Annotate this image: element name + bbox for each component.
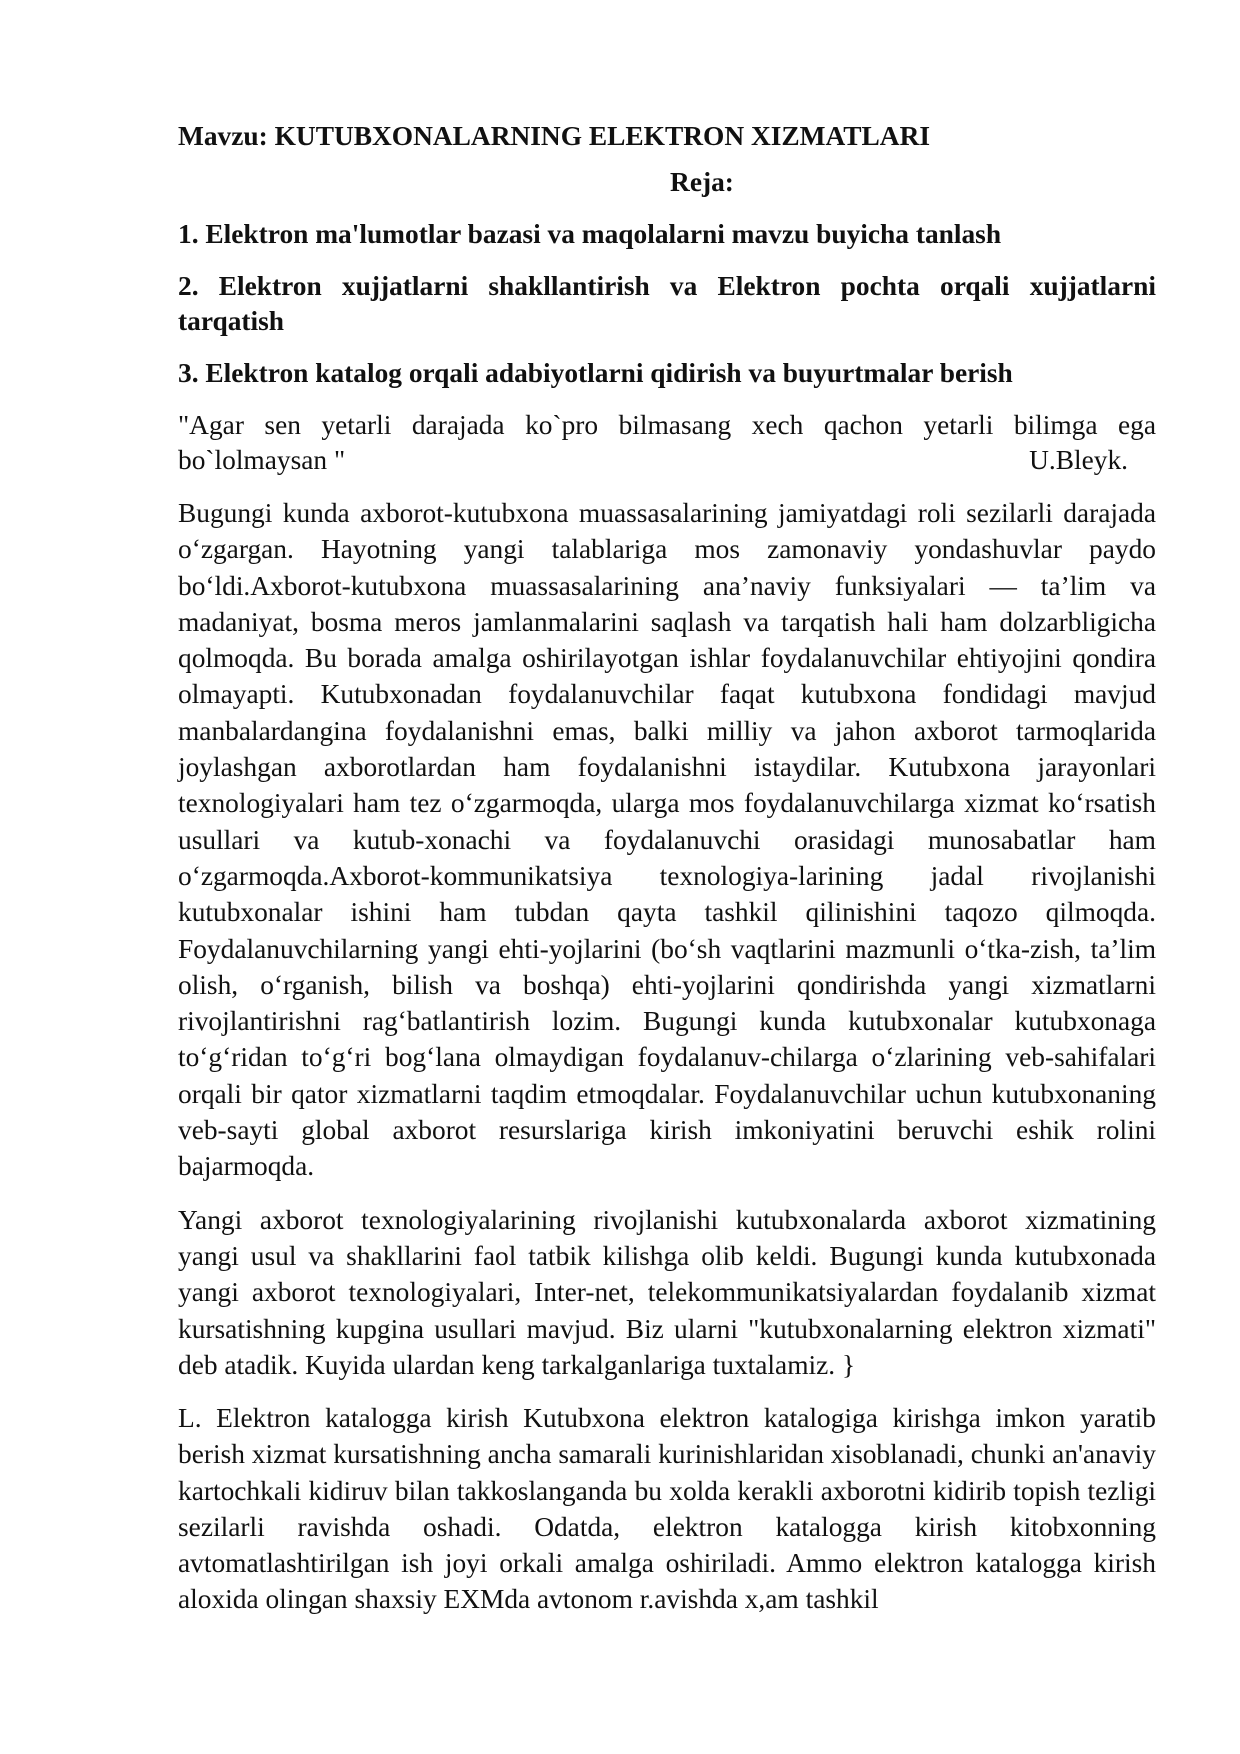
quote-line-2: bo`lolmaysan " [178, 445, 346, 475]
plan-item-1: 1. Elektron ma'lumotlar bazasi va maqolalarni mavzu buyicha tanlash [178, 219, 1002, 249]
plan-heading: Reja: [670, 167, 734, 197]
quote-line-1: "Agar sen yetarli darajada ko`pro bilmasang xech qachon yetarli bilimga ega [178, 410, 1156, 440]
quote-author: U.Bleyk. [1029, 445, 1128, 475]
paragraph-2: Yangi axborot texnologiyalarining rivojlanishi kutubxonalarda axborot xizmatining yangi usul va shakllarini faol tatbik kilishga olib keldi. Bugungi kunda kutubxonada yangi axborot texnologiyalari, Inter-net, telekommunikatsiyalardan foydalanib xizmat kursatishning kupgina usullari mavjud. Biz ularni "kutubxonalarning elektron xizmati" deb atadik. Kuyida ulardan keng tarkalganlariga tuxtalamiz. } [178, 1204, 1156, 1380]
paragraph-1: Bugungi kunda axborot-kutubxona muassasalarining jamiyatdagi roli sezilarli darajada o‘zgargan. Hayotning yangi talablariga mos zamonaviy yondashuvlar paydo bo‘ldi.Axborot-kutubxona muassasalarining ana’naviy funksiyalari — ta’lim va madaniyat, bosma meros jamlanmalarini saqlash va tarqatish hali ham dolzarbligicha qolmoqda. Bu borada amalga oshirilayotgan ishlar foydalanuvchilar ehtiyojini qondira olmayapti. Kutubxonadan foydalanuvchilar faqat kutubxona fondidagi mavjud manbalardangina foydalanishni emas, balki milliy va jahon axborot tarmoqlarida joylashgan axborotlardan ham foydalanishni istaydilar. Kutubxona jarayonlari texnologiyalari ham tez o‘zgarmoqda, ularga mos foydalanuvchilarga xizmat ko‘rsatish usullari va kutub-xonachi va foydalanuvchi orasidagi munosabatlar ham o‘zgarmoqda.Axborot-kommunikatsiya texnologiya-larining jadal rivojlanishi kutubxonalar ishini ham tubdan qayta tashkil qilinishini taqozo qilmoqda. Foydalanuvchilarning yangi ehti-yojlarini (bo‘sh vaqtlarini mazmunli o‘tka-zish, ta’lim olish, o‘rganish, bilish va boshqa) ehti-yojlarini qondirishda yangi xizmatlarni rivojlantirishni rag‘batlantirish lozim. Bugungi kunda kutubxonalar kutubxonaga to‘g‘ridan to‘g‘ri bog‘lana olmaydigan foydalanuv-chilarga o‘zlarining veb-sahifalari orqali bir qator xizmatlarni taqdim etmoqdalar. Foydalanuvchilar uchun kutubxonaning veb-sayti global axborot resurslariga kirish imkoniyatini beruvchi eshik rolini bajarmoqda. [178, 498, 1156, 1182]
plan-item-3: 3. Elektron katalog orqali adabiyotlarni qidirish va buyurtmalar berish [178, 358, 1013, 388]
quote-line-2-row [178, 443, 1156, 478]
paragraph-3: L. Elektron katalogga kirish Kutubxona elektron katalogiga kirishga imkon yaratib berish xizmat kursatishning ancha samarali kurinishlaridan xisoblanadi, chunki an'anaviy kartochkali kidiruv bilan takkoslanganda bu xolda kerakli axborotni kidirib topish tezligi sezilarli ravishda oshadi. Odatda, elektron katalogga kirish kitobxonning avtomatlashtirilgan ish joyi orkali amalga oshiriladi. Ammo elektron katalogga kirish aloxida olingan shaxsiy EXMda avtonom r.avishda x,am tashkil [178, 1403, 1156, 1615]
document-title: Mavzu: KUTUBXONALARNING ELEKTRON XIZMATLARI [178, 121, 931, 151]
plan-item-2: 2. Elektron xujjatlarni shakllantirish va Elektron pochta orqali xujjatlarni tarqatish [178, 271, 1156, 336]
document-content [178, 118, 1156, 1617]
epigraph-quote [178, 408, 1156, 478]
